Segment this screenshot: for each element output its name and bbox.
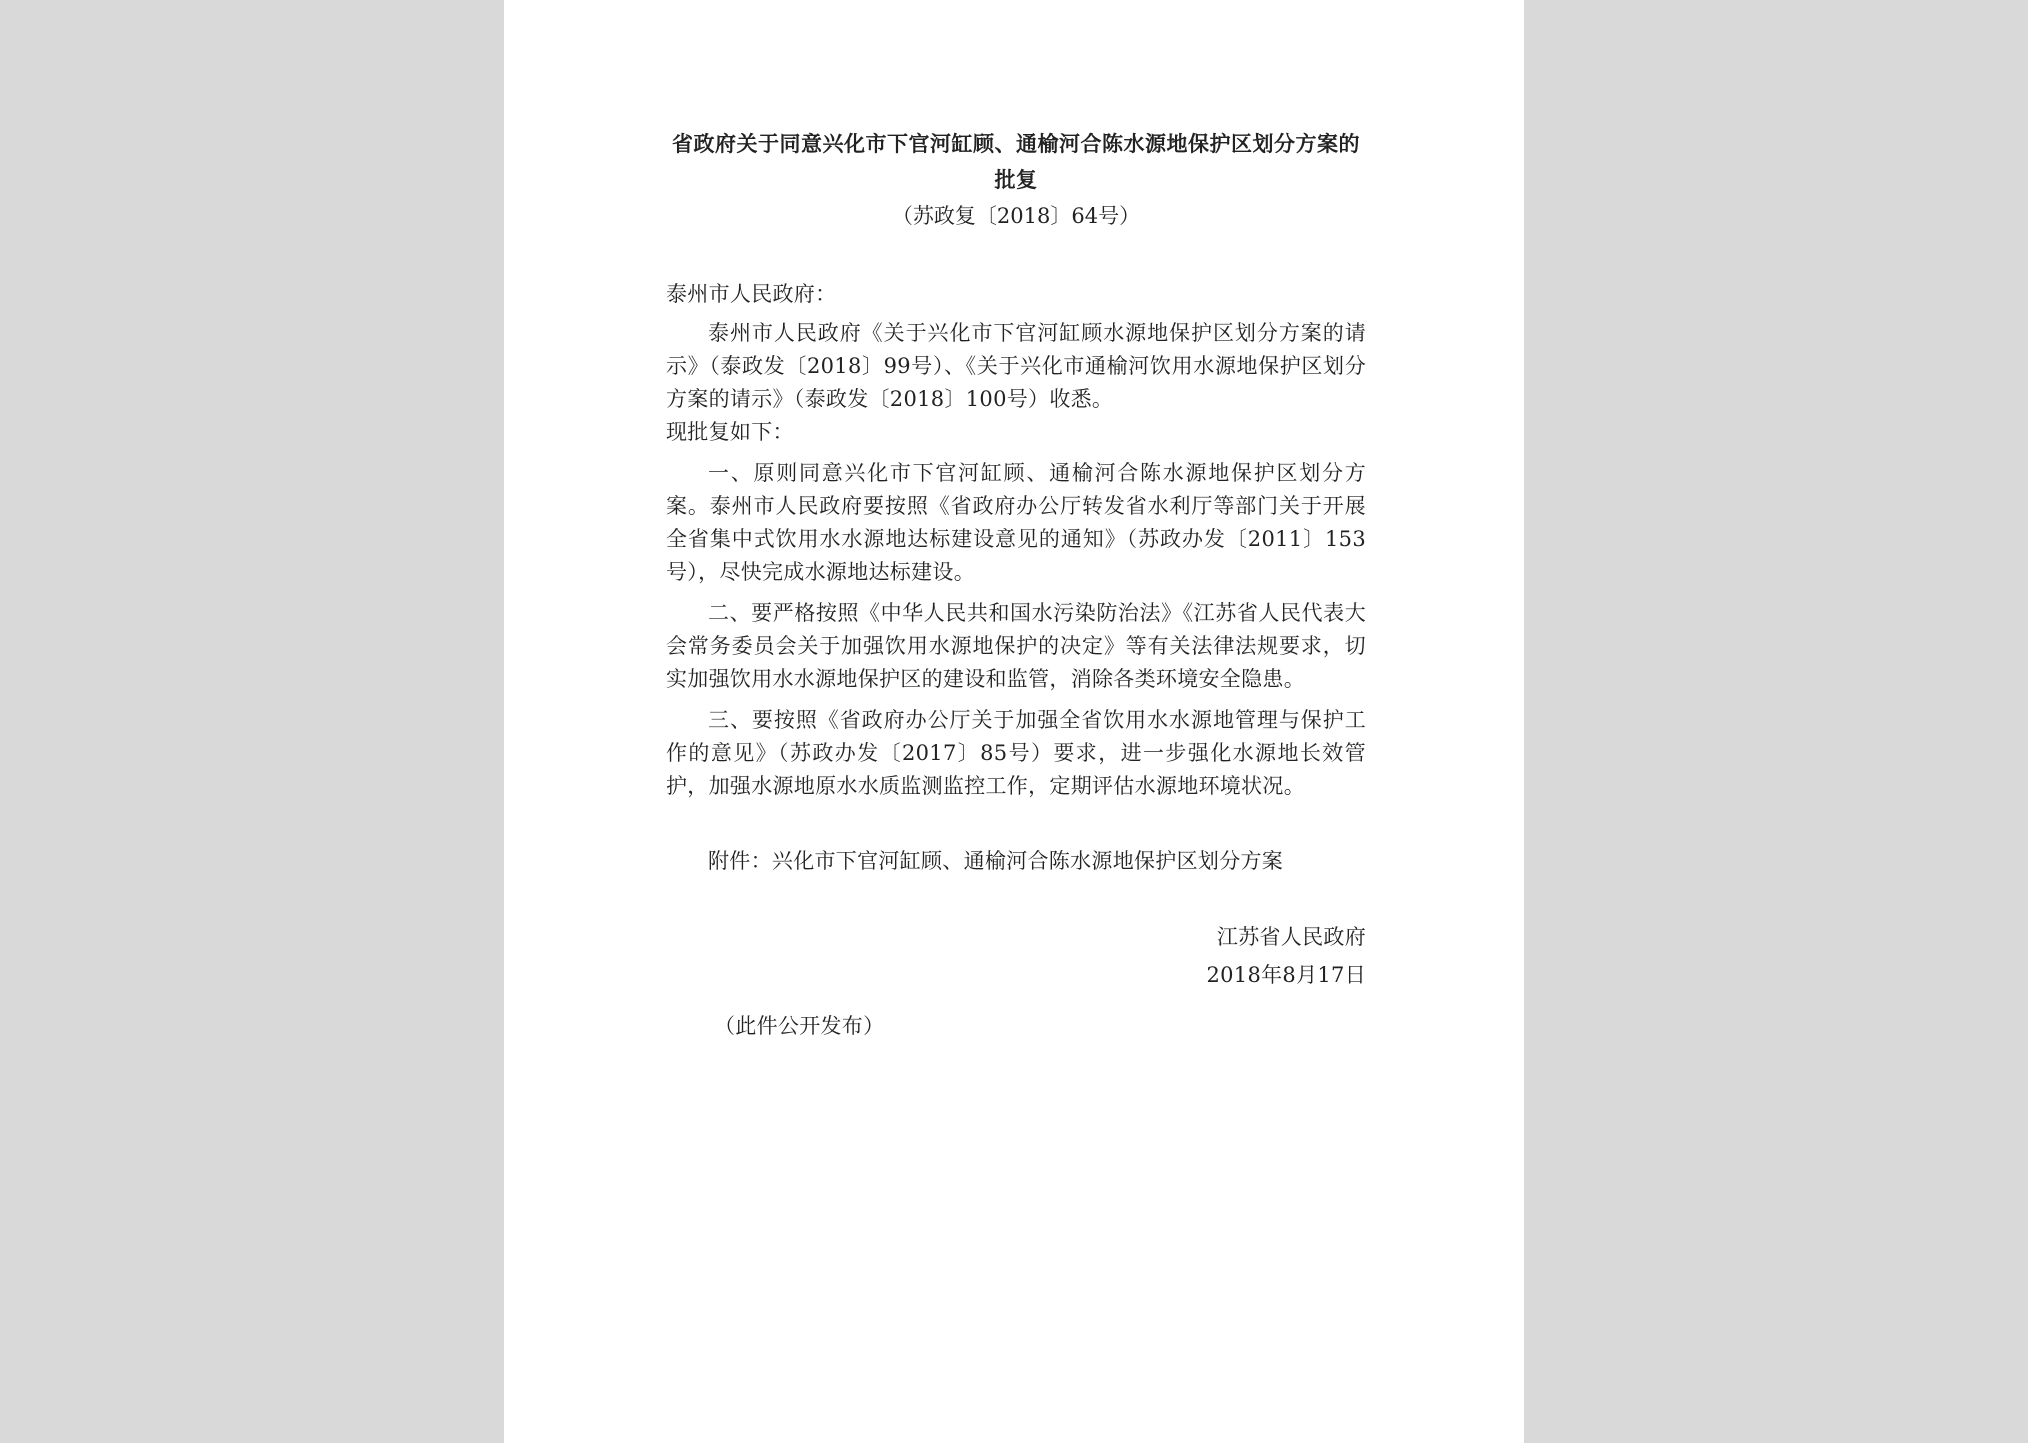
issuer-name: 江苏省人民政府 <box>1216 925 1366 949</box>
attachment-note: 附件：兴化市下官河缸顾、通榆河合陈水源地保护区划分方案 <box>708 849 1284 873</box>
document-number: （苏政复〔2018〕64号） <box>891 204 1141 228</box>
release-note: （此件公开发布） <box>714 1014 885 1038</box>
document-title: 省政府关于同意兴化市下官河缸顾、通榆河合陈水源地保护区划分方案的批复 <box>672 132 1360 192</box>
paragraph-intro: 泰州市人民政府《关于兴化市下官河缸顾水源地保护区划分方案的请示》（泰政发〔2018〕99号）、《关于兴化市通榆河饮用水源地保护区划分方案的请示》（泰政发〔2018〕100号）收悉。 <box>666 321 1366 411</box>
paragraph-reply-lead: 现批复如下： <box>666 420 794 444</box>
salutation: 泰州市人民政府： <box>666 282 837 306</box>
paragraph-item-3: 三、要按照《省政府办公厅关于加强全省饮用水水源地管理与保护工作的意见》（苏政办发〔2017〕85号）要求，进一步强化水源地长效管护，加强水源地原水水质监测监控工作，定期评估水源地环境状况。 <box>666 708 1366 798</box>
paragraph-item-2: 二、要严格按照《中华人民共和国水污染防治法》《江苏省人民代表大会常务委员会关于加强饮用水源地保护的决定》等有关法律法规要求，切实加强饮用水水源地保护区的建设和监管，消除各类环境安全隐患。 <box>666 601 1366 691</box>
signature-block <box>666 918 1366 994</box>
document-page <box>504 0 1524 1443</box>
issue-date: 2018年8月17日 <box>1206 963 1366 987</box>
document-body <box>666 278 1366 1043</box>
paragraph-item-1: 一、原则同意兴化市下官河缸顾、通榆河合陈水源地保护区划分方案。泰州市人民政府要按照《省政府办公厅转发省水利厅等部门关于开展全省集中式饮用水水源地达标建设意见的通知》（苏政办发〔2011〕153号），尽快完成水源地达标建设。 <box>666 461 1366 584</box>
